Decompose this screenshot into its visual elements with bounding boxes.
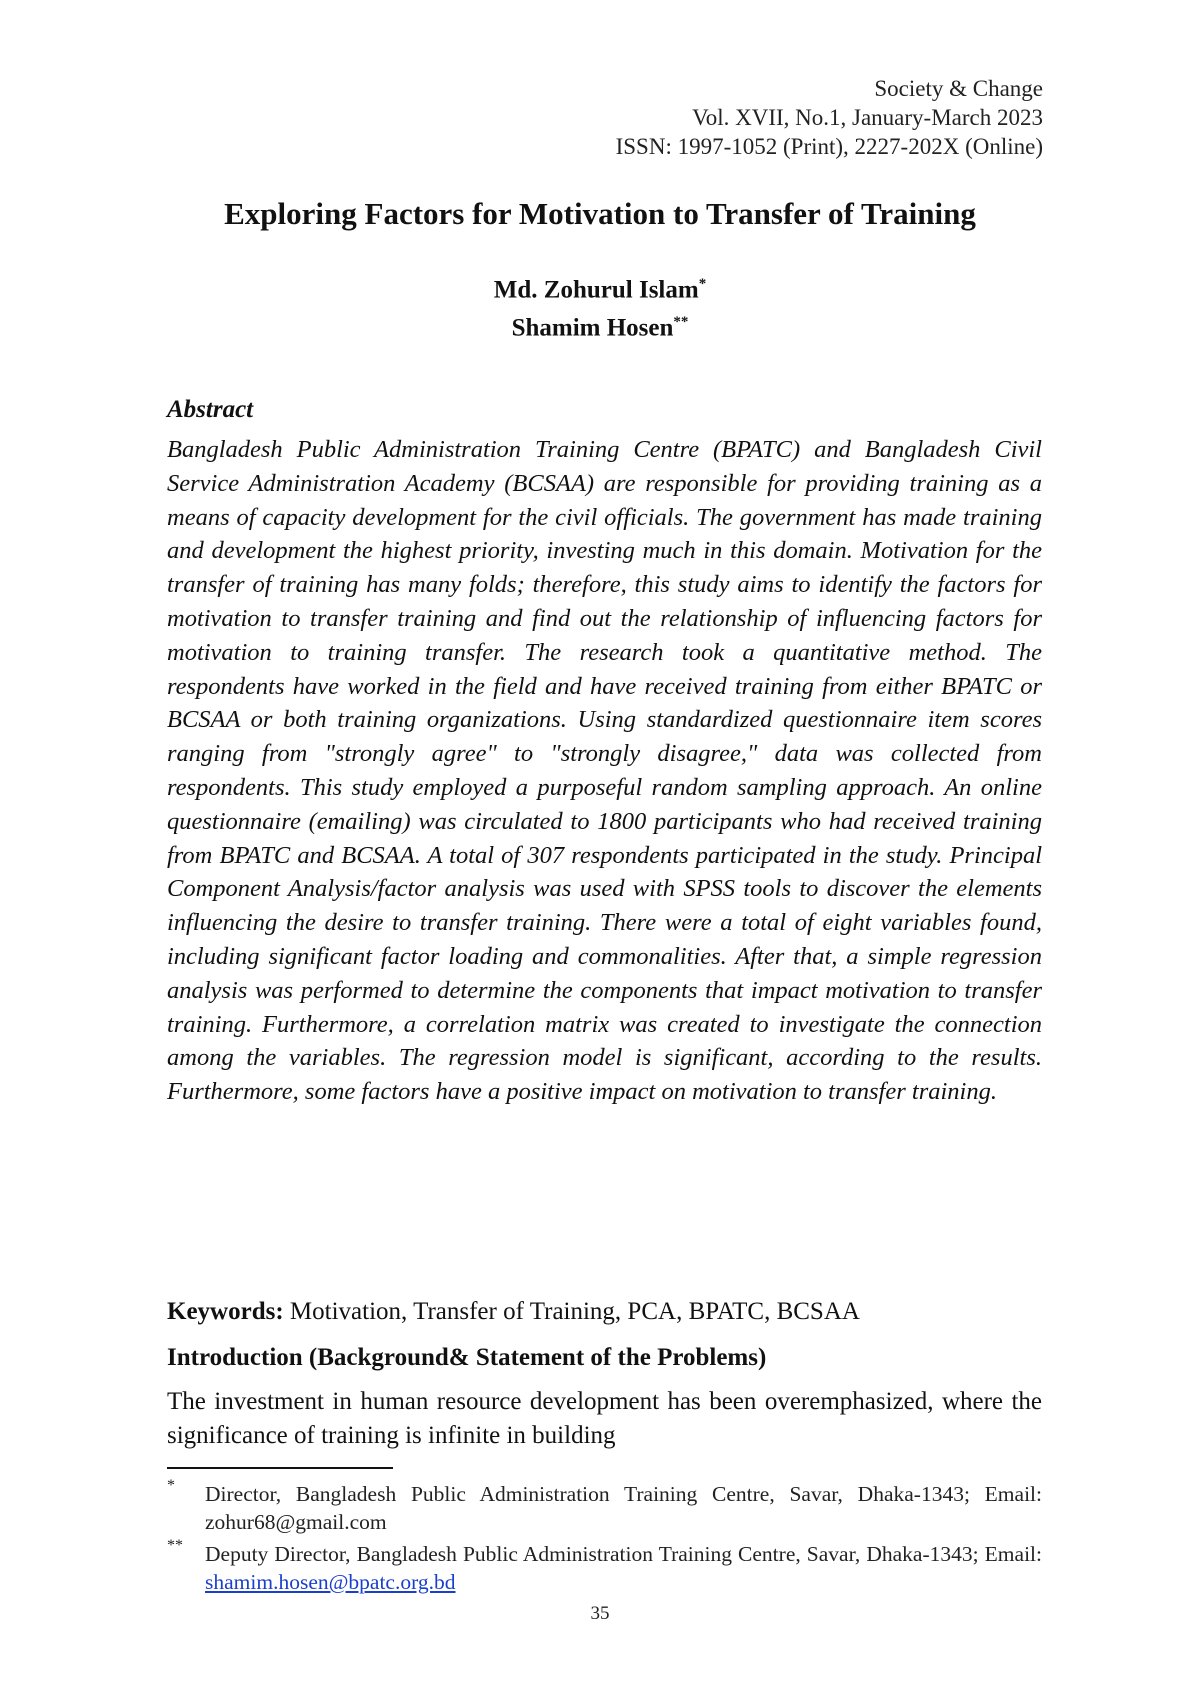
footnote-2-mark: ** [167, 1537, 183, 1554]
keywords-line [167, 1298, 1042, 1326]
author-2-name: Shamim Hosen [511, 314, 674, 342]
paper-title: Exploring Factors for Motivation to Transfer of Training [224, 196, 976, 231]
author-1-name: Md. Zohurul Islam [493, 276, 699, 304]
introduction-text: The investment in human resource development has been overemphasized, where the significance of training is infinite in building [167, 1388, 1042, 1449]
abstract-text: Bangladesh Public Administration Training Centre (BPATC) and Bangladesh Civil Service Administration Academy (BCSAA) are responsible for providing training as a means of capacity development for the civil officials. The government has made training and development the highest priority, investing much in this domain. Motivation for the transfer of training has many folds; therefore, this study aims to identify the factors for motivation to transfer training and find out the relationship of influencing factors for motivation to training transfer. The research took a quantitative method. The respondents have worked in the field and have received training from either BPATC or BCSAA or both training organizations. Using standardized questionnaire item scores ranging from "strongly agree" to "strongly disagree," data was collected from respondents. This study employed a purposeful random sampling approach. An online questionnaire (emailing) was circulated to 1800 participants who had received training from BPATC and BCSAA. A total of 307 respondents participated in the study. Principal Component Analysis/factor analysis was used with SPSS tools to discover the elements influencing the desire to transfer training. There were a total of eight variables found, including significant factor loading and commonalities. After that, a simple regression analysis was performed to determine the components that impact motivation to transfer training. Furthermore, a correlation matrix was created to investigate the connection among the variables. The regression model is significant, according to the results. Furthermore, some factors have a positive impact on motivation to transfer training. [167, 436, 1042, 1106]
footnote-2-email-link[interactable]: shamim.hosen@bpatc.org.bd [205, 1570, 456, 1594]
keywords-text: Motivation, Transfer of Training, PCA, BPATC, BCSAA [289, 1298, 860, 1325]
footnote-2-text: Deputy Director, Bangladesh Public Administration Training Centre, Savar, Dhaka-1343; Email: [205, 1542, 1042, 1566]
footnote-2 [167, 1537, 1042, 1596]
footnote-divider [167, 1467, 393, 1469]
author-2-mark[interactable]: ** [673, 314, 689, 331]
author-1 [0, 268, 1200, 306]
footnote-1-text: Director, Bangladesh Public Administration Training Centre, Savar, Dhaka-1343; Email: zohur68@gmail.com [205, 1482, 1042, 1534]
author-1-mark[interactable]: * [698, 276, 707, 292]
introduction-heading: Introduction (Background& Statement of the Problems) [167, 1344, 767, 1371]
footnote-2-body [205, 1540, 1042, 1596]
footnote-1-mark: * [167, 1477, 175, 1494]
page-number: 35 [590, 1603, 610, 1624]
running-header [443, 74, 1043, 161]
footnote-1 [167, 1477, 1042, 1536]
author-2 [0, 306, 1200, 344]
author-list [0, 268, 1200, 345]
journal-volume: Vol. XVII, No.1, January-March 2023 [692, 105, 1043, 130]
journal-issn: ISSN: 1997-1052 (Print), 2227-202X (Online) [615, 134, 1043, 159]
abstract-heading: Abstract [167, 396, 254, 423]
keywords-label: Keywords: [167, 1298, 284, 1325]
journal-name: Society & Change [874, 76, 1043, 101]
